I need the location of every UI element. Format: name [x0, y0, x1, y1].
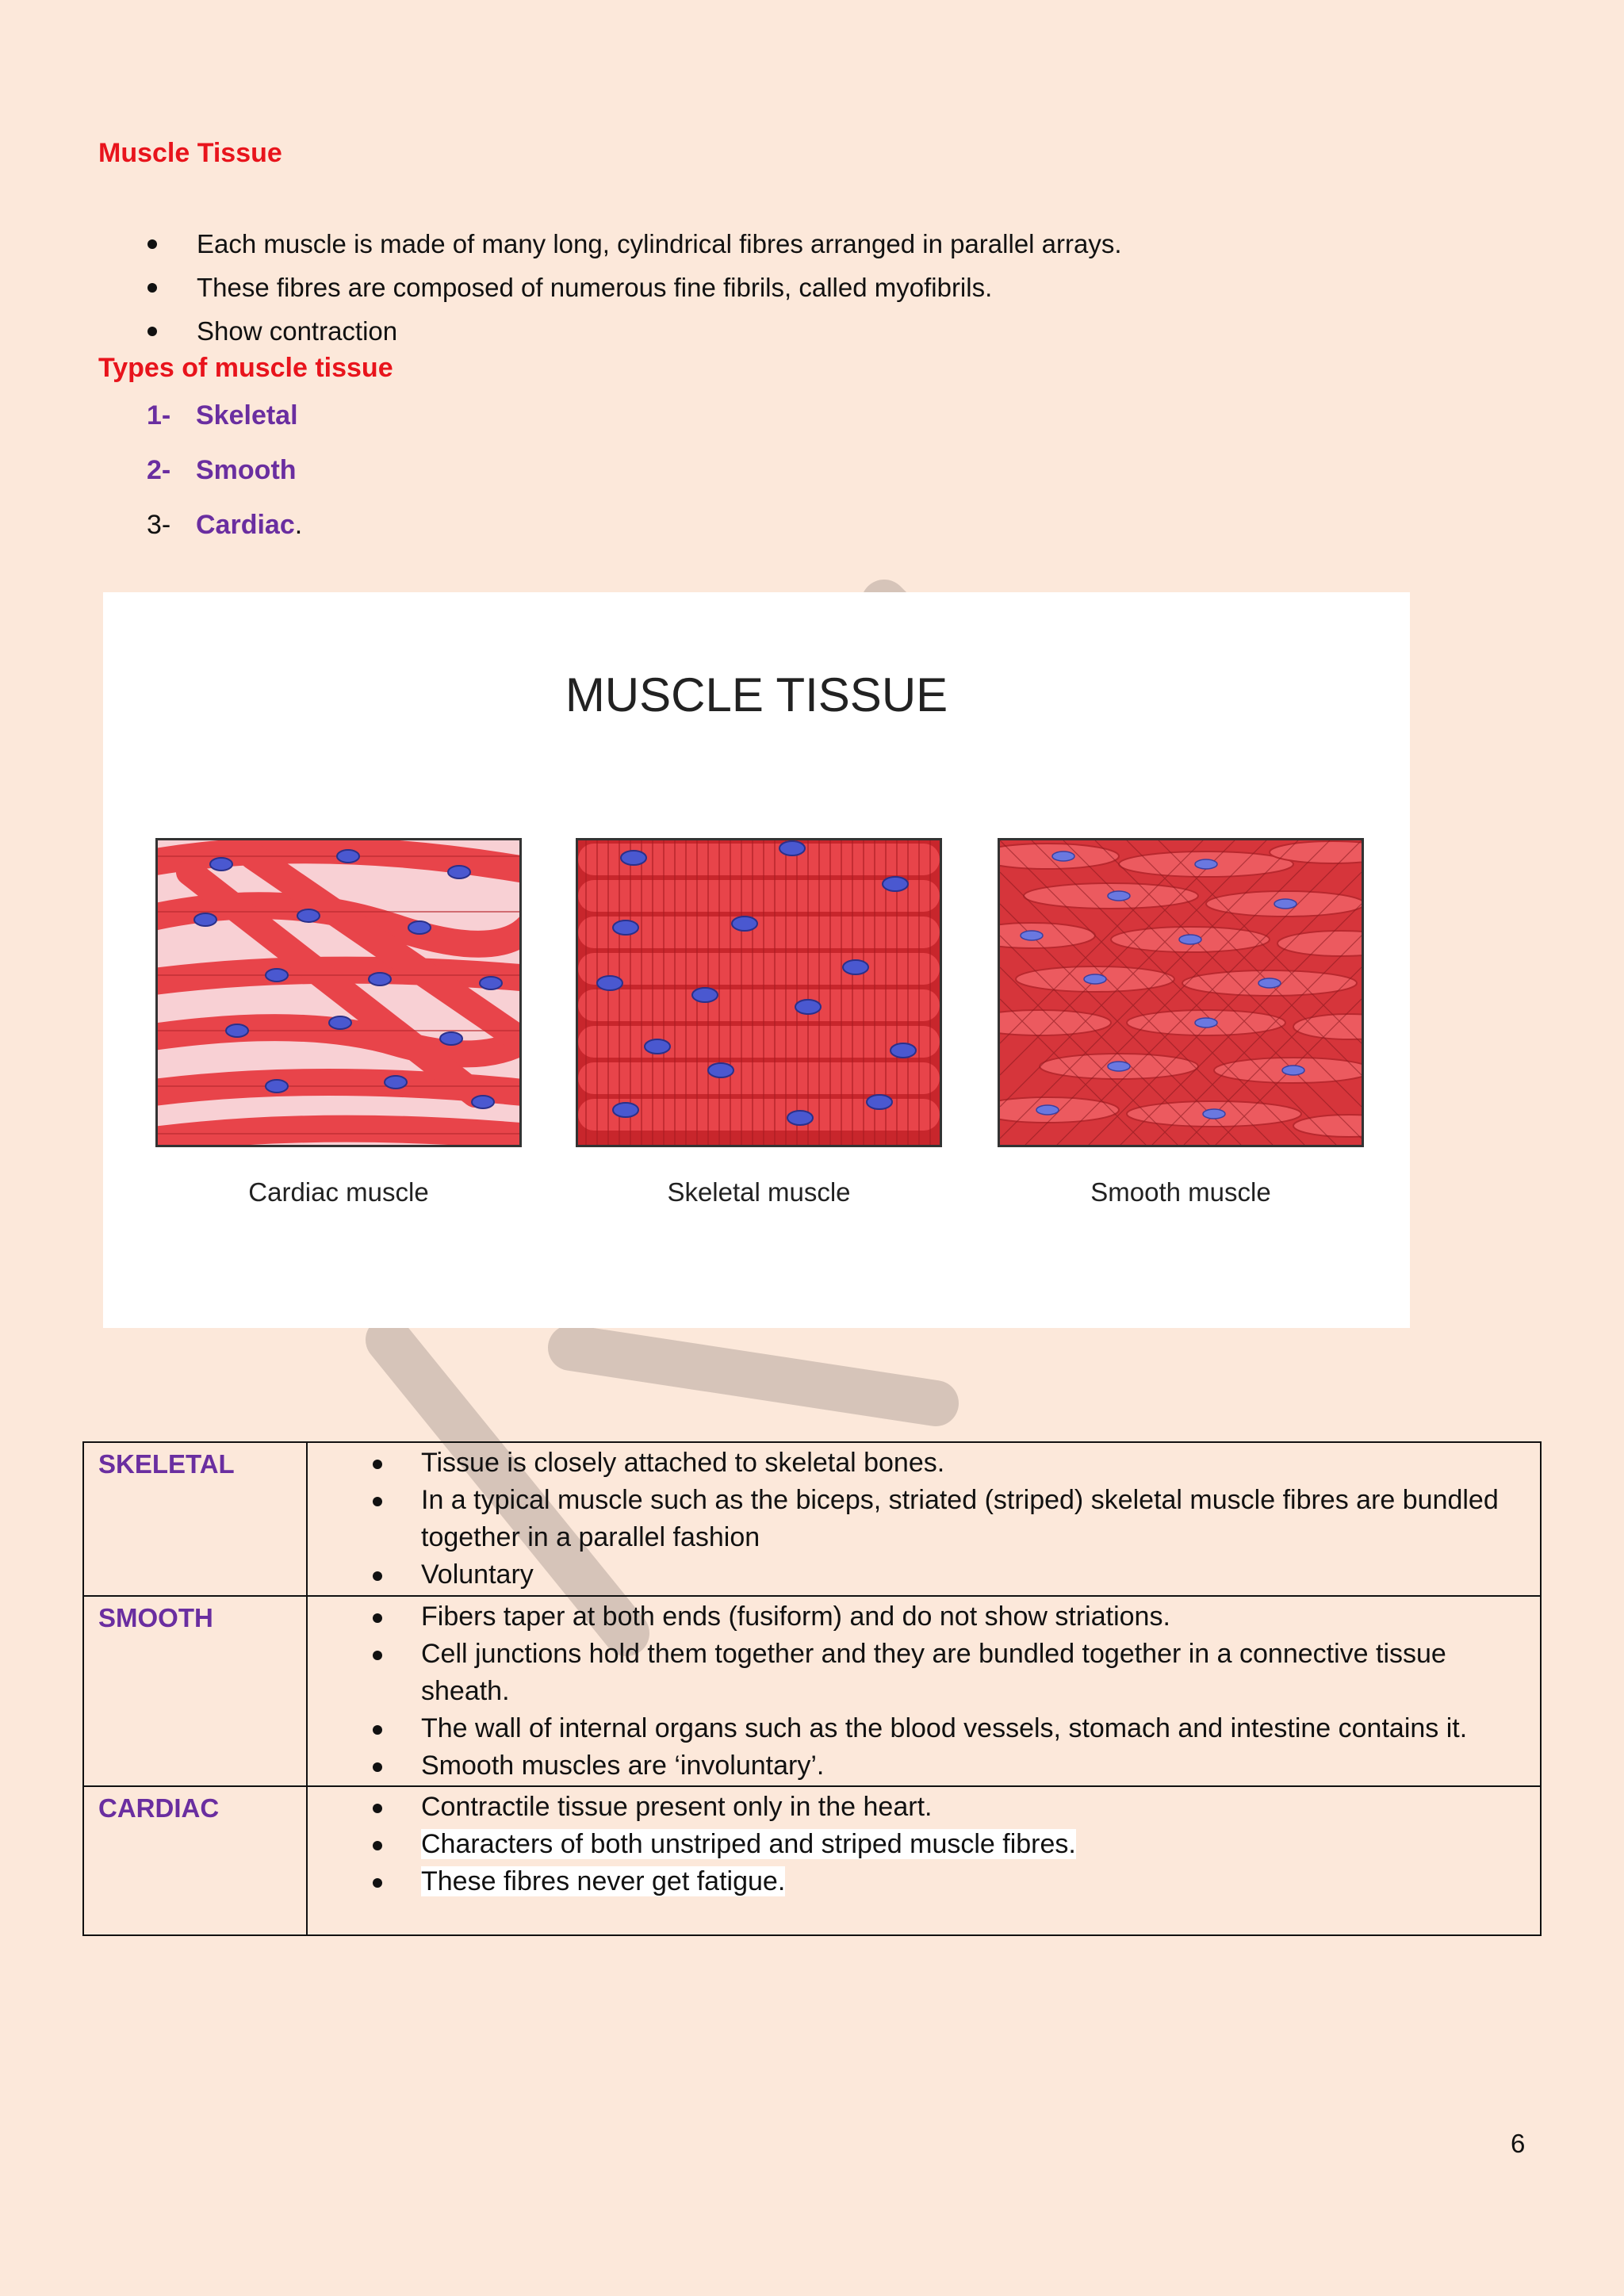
type-suffix: .	[294, 510, 303, 540]
type-label: Smooth	[196, 455, 297, 485]
cardiac-muscle-illustration	[155, 838, 522, 1147]
table-row	[83, 1786, 1541, 1935]
description-bullet: Cell junctions hold them together and they are bundled together in a connective tissue sheath.	[308, 1636, 1540, 1710]
description-bullet-text: These fibres never get fatigue.	[421, 1866, 786, 1896]
type-number: 3-	[147, 510, 171, 540]
types-heading: Types of muscle tissue	[98, 353, 393, 383]
type-number: 1-	[147, 400, 171, 430]
description-bullet: Voluntary	[308, 1556, 1540, 1594]
row-description	[307, 1596, 1541, 1786]
type-label: Skeletal	[196, 400, 298, 430]
row-description	[307, 1786, 1541, 1935]
description-bullet: Contractile tissue present only in the heart.	[308, 1789, 1540, 1826]
smooth-muscle-illustration	[998, 838, 1364, 1147]
figure-title: MUSCLE TISSUE	[565, 668, 948, 721]
page-number: 6	[1511, 2129, 1526, 2158]
table-row	[83, 1596, 1541, 1786]
description-bullet: The wall of internal organs such as the blood vessels, stomach and intestine contains it.	[308, 1710, 1540, 1747]
description-bullet: Tissue is closely attached to skeletal bones.	[308, 1445, 1540, 1482]
cardiac-caption: Cardiac muscle	[248, 1177, 429, 1207]
description-bullet-text: Characters of both unstriped and striped muscle fibres.	[421, 1829, 1076, 1859]
intro-bullet: Show contraction	[98, 309, 1122, 353]
type-number: 2-	[147, 455, 171, 485]
row-label: CARDIAC	[83, 1786, 307, 1935]
description-bullet: In a typical muscle such as the biceps, striated (striped) skeletal muscle fibres are bundled together in a parallel fashion	[308, 1482, 1540, 1556]
type-item	[147, 443, 302, 498]
skeletal-muscle-illustration	[576, 838, 942, 1147]
description-bullet	[308, 1826, 1540, 1863]
skeletal-caption: Skeletal muscle	[667, 1177, 851, 1207]
types-list	[147, 388, 302, 553]
intro-bullet-list	[98, 222, 1122, 353]
smooth-caption: Smooth muscle	[1090, 1177, 1271, 1207]
description-bullet: Smooth muscles are ‘involuntary’.	[308, 1747, 1540, 1785]
type-label: Cardiac	[196, 510, 295, 540]
intro-bullet: These fibres are composed of numerous fine fibrils, called myofibrils.	[98, 266, 1122, 309]
intro-bullet: Each muscle is made of many long, cylindrical fibres arranged in parallel arrays.	[98, 222, 1122, 266]
muscle-tissue-figure	[103, 592, 1410, 1328]
row-label: SMOOTH	[83, 1596, 307, 1786]
row-description	[307, 1442, 1541, 1596]
type-item	[147, 498, 302, 553]
section-title: Muscle Tissue	[98, 138, 282, 168]
type-item	[147, 388, 302, 443]
row-label: SKELETAL	[83, 1442, 307, 1596]
description-bullet	[308, 1863, 1540, 1900]
description-bullet: Fibers taper at both ends (fusiform) and do not show striations.	[308, 1598, 1540, 1636]
muscle-types-table	[82, 1441, 1542, 1936]
table-row	[83, 1442, 1541, 1596]
